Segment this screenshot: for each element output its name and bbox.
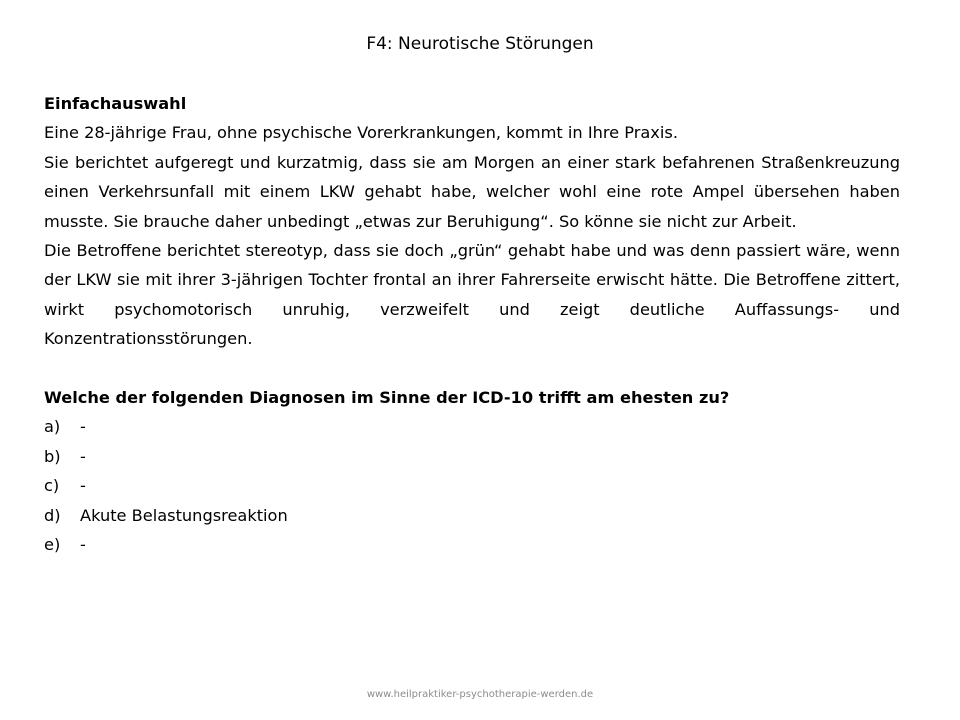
option-letter: e)	[44, 535, 61, 555]
answer-option-a	[44, 412, 900, 441]
slide-title: F4: Neurotische Störungen	[366, 34, 594, 54]
option-text: Akute Belastungsreaktion	[80, 505, 288, 525]
answer-option-e	[44, 530, 900, 559]
question-type-heading: Einfachauswahl	[44, 94, 187, 113]
question-text: Welche der folgenden Diagnosen im Sinne der ICD-10 trifft am ehesten zu?	[44, 388, 730, 408]
footer-url: www.heilpraktiker-psychotherapie-werden.de	[366, 689, 594, 700]
option-text: -	[80, 476, 86, 496]
answer-option-b	[44, 442, 900, 471]
answer-option-c	[44, 471, 900, 500]
option-letter: b)	[44, 446, 61, 466]
option-letter: c)	[44, 476, 60, 496]
case-paragraph: Eine 28-jährige Frau, ohne psychische Vorerkrankungen, kommt in Ihre Praxis.	[44, 123, 678, 143]
option-text: -	[80, 446, 86, 466]
answer-options	[44, 412, 900, 559]
option-letter: a)	[44, 417, 61, 437]
option-text: -	[80, 535, 86, 555]
option-letter: d)	[44, 505, 61, 525]
option-text: -	[80, 417, 86, 437]
slide-content	[44, 89, 900, 559]
answer-option-d	[44, 501, 900, 530]
case-paragraph: Die Betroffene berichtet stereotyp, dass sie doch „grün“ gehabt habe und was denn passiert wäre, wenn der LKW sie mit ihrer 3-jährigen Tochter frontal an ihrer Fahrerseite erwischt hätte. Die Betroffene zittert, wirkt psychomotorisch unruhig, verzweifelt und zeigt deutliche Auffassungs- und Konzentrationsstörungen.	[44, 241, 900, 349]
case-paragraph: Sie berichtet aufgeregt und kurzatmig, dass sie am Morgen an einer stark befahrenen Straßenkreuzung einen Verkehrsunfall mit einem LKW gehabt habe, welcher wohl eine rote Ampel übersehen haben musste. Sie brauche daher unbedingt „etwas zur Beruhigung“. So könne sie nicht zur Arbeit.	[44, 152, 900, 231]
